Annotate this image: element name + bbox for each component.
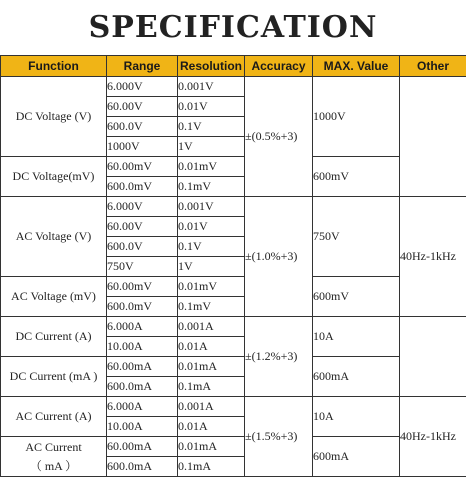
function-cell: DC Current (mA ): [1, 357, 107, 397]
resolution-cell: 0.01mV: [178, 157, 245, 177]
table-row: [1, 77, 466, 97]
function-cell: AC Voltage (V): [1, 197, 107, 277]
page-title: SPECIFICATION: [88, 10, 378, 45]
resolution-cell: 0.1mA: [178, 377, 245, 397]
header-accuracy: Accuracy: [245, 56, 313, 77]
max-value-cell: 600mA: [313, 357, 400, 397]
accuracy-cell: ±(1.2%+3): [245, 317, 313, 397]
resolution-cell: 0.001A: [178, 317, 245, 337]
header-resolution: Resolution: [178, 56, 245, 77]
max-value-cell: 10A: [313, 397, 400, 437]
range-cell: 10.00A: [107, 417, 178, 437]
range-cell: 6.000A: [107, 317, 178, 337]
function-cell: DC Voltage (V): [1, 77, 107, 157]
range-cell: 600.0mA: [107, 377, 178, 397]
max-value-cell: 10A: [313, 317, 400, 357]
range-cell: 600.0V: [107, 237, 178, 257]
function-cell: AC Voltage (mV): [1, 277, 107, 317]
header-function: Function: [1, 56, 107, 77]
other-cell: [400, 317, 466, 397]
resolution-cell: 0.01mA: [178, 437, 245, 457]
range-cell: 600.0mV: [107, 297, 178, 317]
range-cell: 6.000A: [107, 397, 178, 417]
function-cell: AC Current (A): [1, 397, 107, 437]
max-value-cell: 750V: [313, 197, 400, 277]
header-other: Other: [400, 56, 466, 77]
accuracy-cell: ±(0.5%+3): [245, 77, 313, 197]
accuracy-cell: ±(1.0%+3): [245, 197, 313, 317]
max-value-cell: 600mV: [313, 157, 400, 197]
table-row: [1, 357, 466, 377]
resolution-cell: 0.001V: [178, 197, 245, 217]
resolution-cell: 1V: [178, 257, 245, 277]
resolution-cell: 0.001V: [178, 77, 245, 97]
resolution-cell: 0.01A: [178, 337, 245, 357]
range-cell: 6.000V: [107, 197, 178, 217]
max-value-cell: 600mA: [313, 437, 400, 477]
range-cell: 60.00mV: [107, 277, 178, 297]
table-row: [1, 277, 466, 297]
resolution-cell: 1V: [178, 137, 245, 157]
other-cell: 40Hz-1kHz: [400, 197, 466, 317]
table-header-row: [1, 56, 466, 77]
specification-table: [0, 55, 466, 477]
range-cell: 1000V: [107, 137, 178, 157]
table-row: [1, 437, 466, 457]
resolution-cell: 0.01mA: [178, 357, 245, 377]
range-cell: 6.000V: [107, 77, 178, 97]
function-cell: AC Current （ mA ）: [1, 437, 107, 477]
table-row: [1, 397, 466, 417]
header-range: Range: [107, 56, 178, 77]
max-value-cell: 600mV: [313, 277, 400, 317]
resolution-cell: 0.01A: [178, 417, 245, 437]
range-cell: 600.0mV: [107, 177, 178, 197]
range-cell: 600.0mA: [107, 457, 178, 477]
range-cell: 60.00V: [107, 217, 178, 237]
function-cell: DC Voltage(mV): [1, 157, 107, 197]
resolution-cell: 0.1V: [178, 237, 245, 257]
range-cell: 60.00V: [107, 97, 178, 117]
table-row: [1, 157, 466, 177]
other-cell: [400, 77, 466, 197]
table-row: [1, 317, 466, 337]
range-cell: 60.00mA: [107, 437, 178, 457]
function-cell: DC Current (A): [1, 317, 107, 357]
resolution-cell: 0.1mA: [178, 457, 245, 477]
resolution-cell: 0.01mV: [178, 277, 245, 297]
table-row: [1, 197, 466, 217]
other-cell: 40Hz-1kHz: [400, 397, 466, 477]
range-cell: 60.00mV: [107, 157, 178, 177]
resolution-cell: 0.1V: [178, 117, 245, 137]
range-cell: 750V: [107, 257, 178, 277]
resolution-cell: 0.01V: [178, 97, 245, 117]
range-cell: 10.00A: [107, 337, 178, 357]
resolution-cell: 0.1mV: [178, 177, 245, 197]
resolution-cell: 0.01V: [178, 217, 245, 237]
accuracy-cell: ±(1.5%+3): [245, 397, 313, 477]
range-cell: 600.0V: [107, 117, 178, 137]
range-cell: 60.00mA: [107, 357, 178, 377]
header-max-value: MAX. Value: [313, 56, 400, 77]
resolution-cell: 0.001A: [178, 397, 245, 417]
resolution-cell: 0.1mV: [178, 297, 245, 317]
max-value-cell: 1000V: [313, 77, 400, 157]
